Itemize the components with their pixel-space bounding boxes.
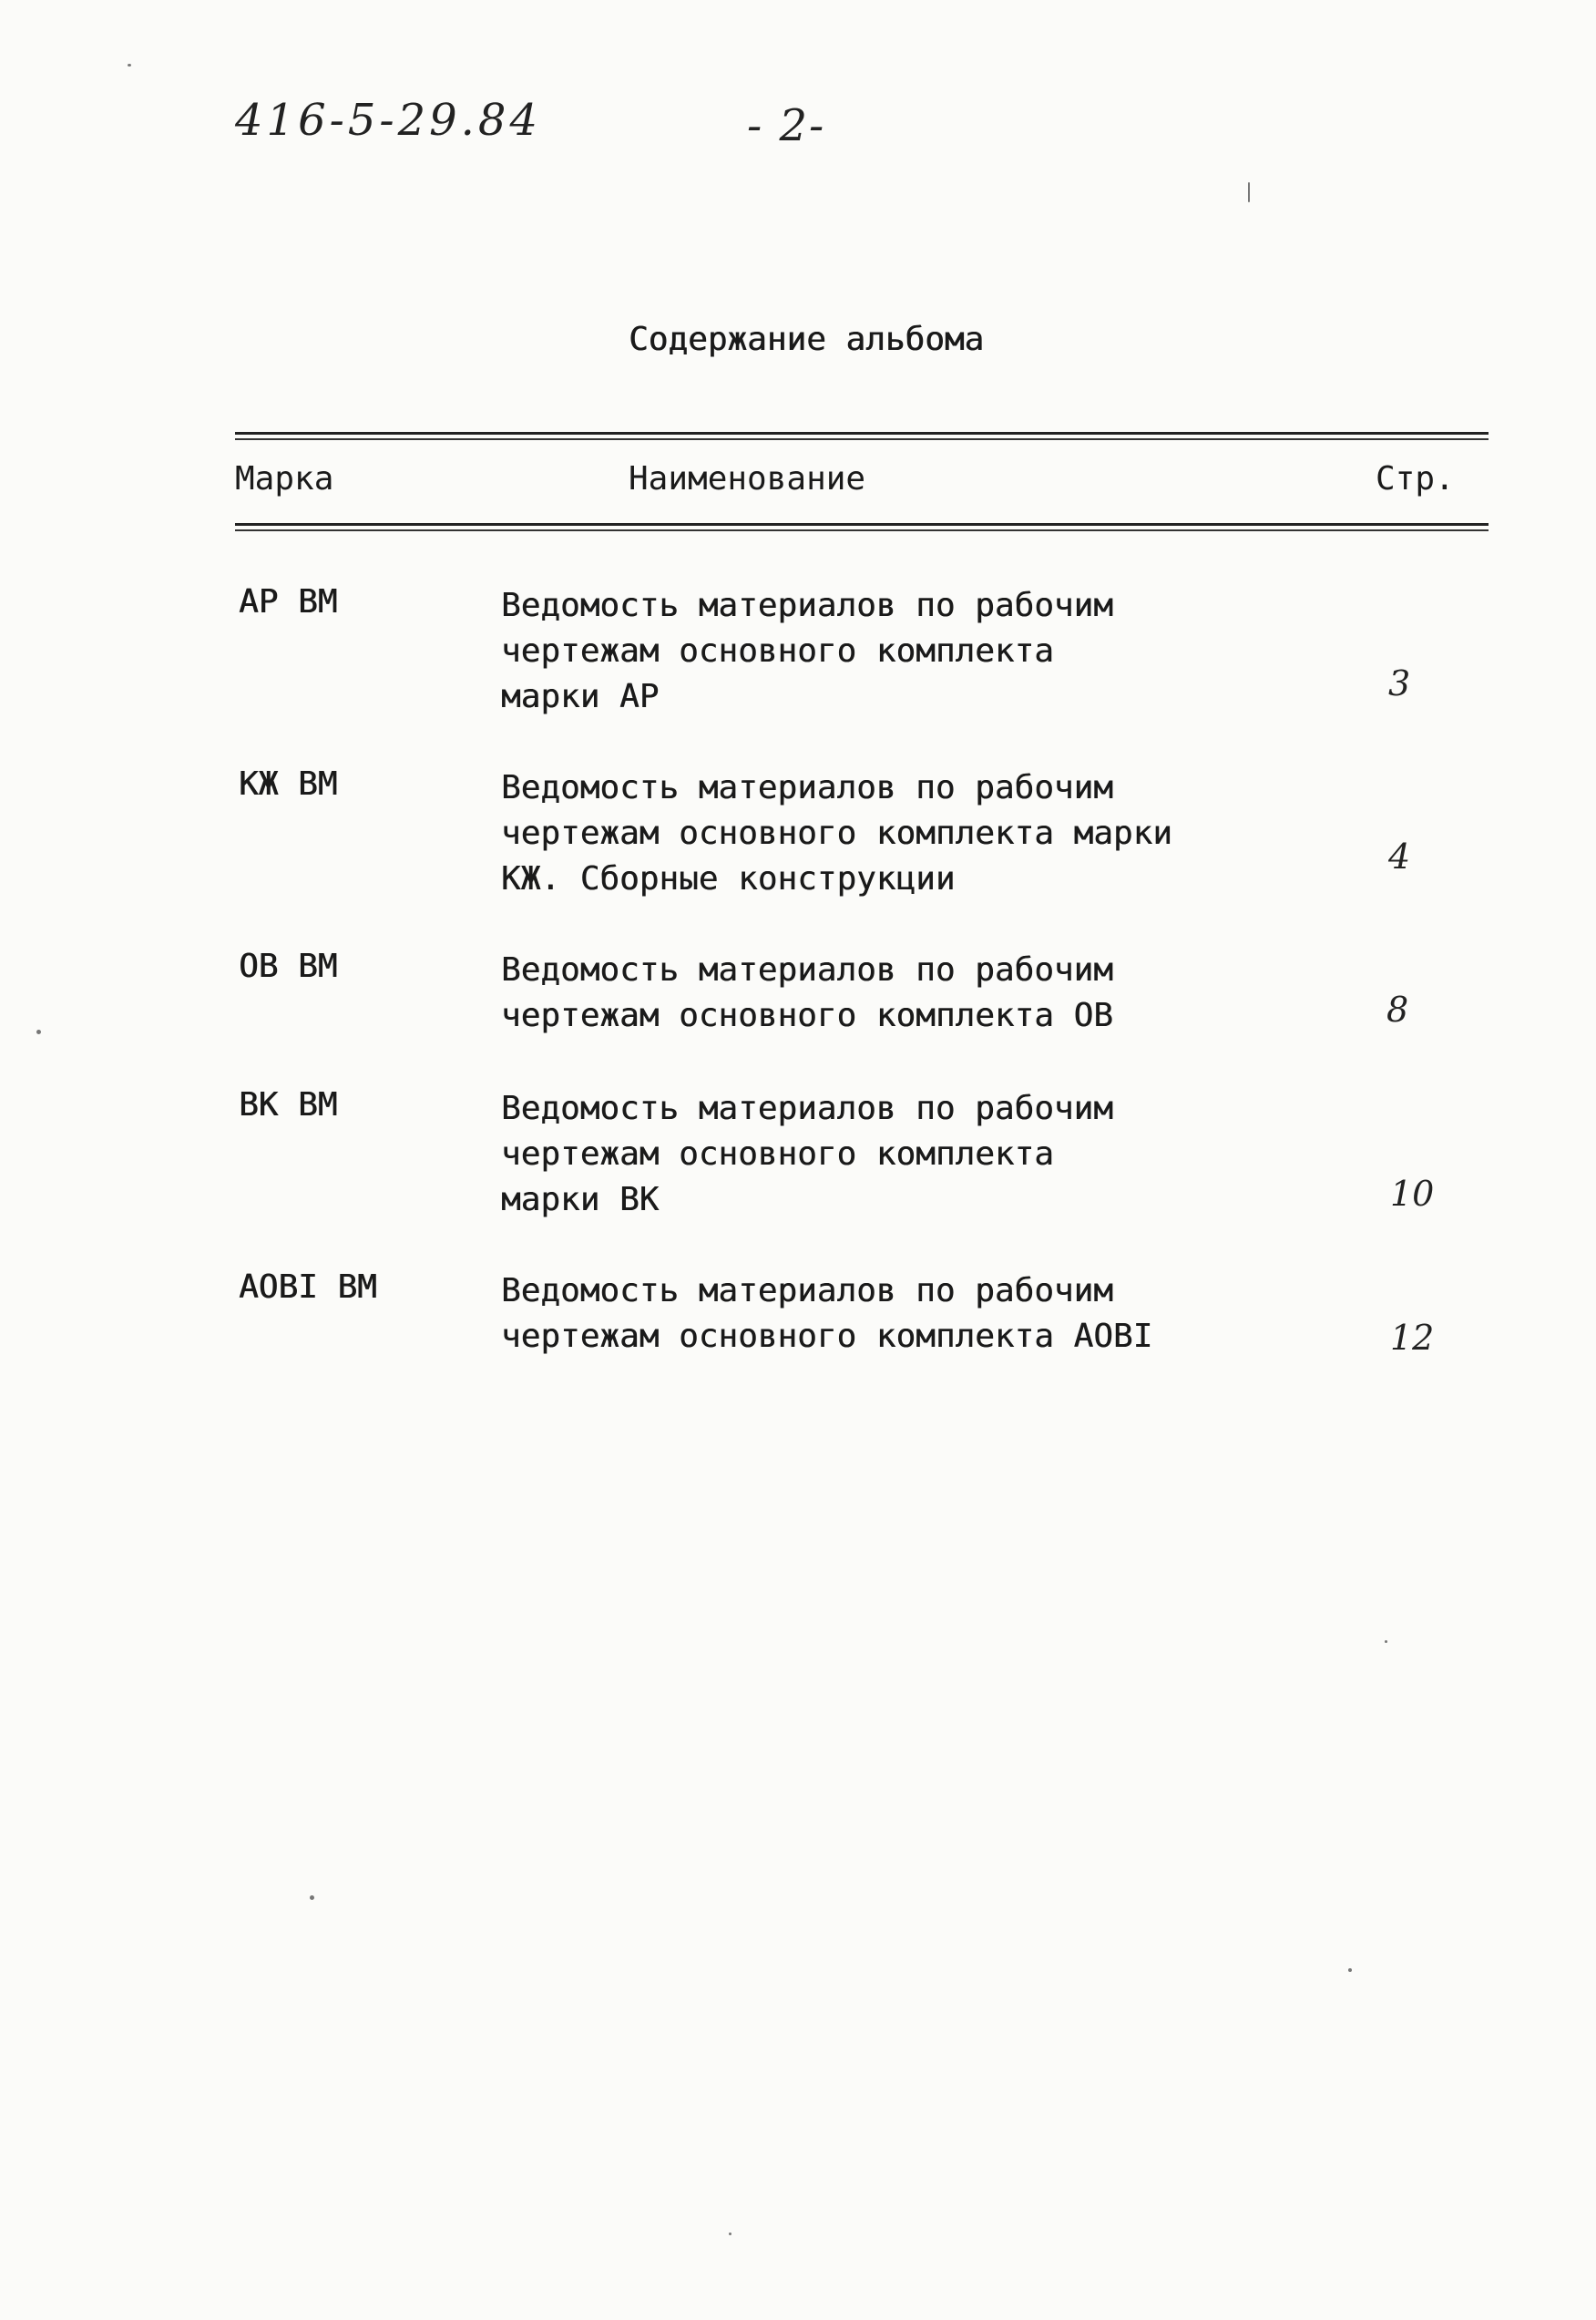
scan-speck [1385, 1640, 1387, 1643]
scan-speck [36, 1030, 41, 1034]
page-number: - 2- [747, 100, 826, 151]
row-name [501, 1086, 1157, 1223]
row-name-line: Ведомость материалов по рабочим [501, 769, 1113, 806]
row-page: 10 [1390, 1174, 1435, 1214]
row-name-line: чертежам основного комплекта марки [501, 815, 1172, 852]
row-mark: КЖ ВМ [239, 765, 338, 803]
row-name-line: чертежам основного комплекта [501, 632, 1054, 670]
column-header-mark: Марка [235, 460, 334, 498]
row-name-line: марки АР [501, 678, 660, 715]
row-name-line: Ведомость материалов по рабочим [501, 1090, 1113, 1127]
column-header-name: Наименование [629, 460, 866, 498]
row-mark: АР ВМ [239, 583, 338, 621]
page-title: Содержание альбома [629, 321, 985, 358]
scan-speck [128, 64, 131, 67]
table-top-rule-double [235, 438, 1489, 440]
row-name [501, 948, 1157, 1039]
scan-speck [1248, 182, 1250, 202]
row-name-line: КЖ. Сборные конструкции [501, 860, 956, 898]
row-name-line: чертежам основного комплекта ОВ [501, 997, 1113, 1034]
row-page: 8 [1386, 990, 1409, 1030]
table-top-rule [235, 432, 1489, 435]
column-header-page: Стр. [1376, 460, 1455, 498]
row-name [501, 765, 1172, 902]
row-page: 3 [1388, 663, 1411, 703]
row-page: 12 [1390, 1318, 1435, 1358]
row-name-line: чертежам основного комплекта АОВI [501, 1318, 1153, 1355]
row-name [501, 583, 1157, 720]
row-name-line: марки ВК [501, 1181, 660, 1218]
row-name-line: Ведомость материалов по рабочим [501, 951, 1113, 989]
row-name [501, 1268, 1157, 1360]
row-name-line: Ведомость материалов по рабочим [501, 1272, 1113, 1309]
header-bottom-rule [235, 523, 1489, 526]
scan-speck [310, 1895, 314, 1900]
row-mark: ВК ВМ [239, 1086, 338, 1124]
row-page: 4 [1388, 837, 1411, 877]
scan-speck [1348, 1968, 1352, 1972]
row-mark: АОВI ВМ [239, 1268, 377, 1306]
document-code: 416-5-29.84 [235, 95, 542, 146]
row-mark: ОВ ВМ [239, 948, 338, 985]
row-name-line: Ведомость материалов по рабочим [501, 587, 1113, 624]
header-bottom-rule-double [235, 529, 1489, 531]
row-name-line: чертежам основного комплекта [501, 1135, 1054, 1173]
scan-speck [729, 2233, 732, 2235]
